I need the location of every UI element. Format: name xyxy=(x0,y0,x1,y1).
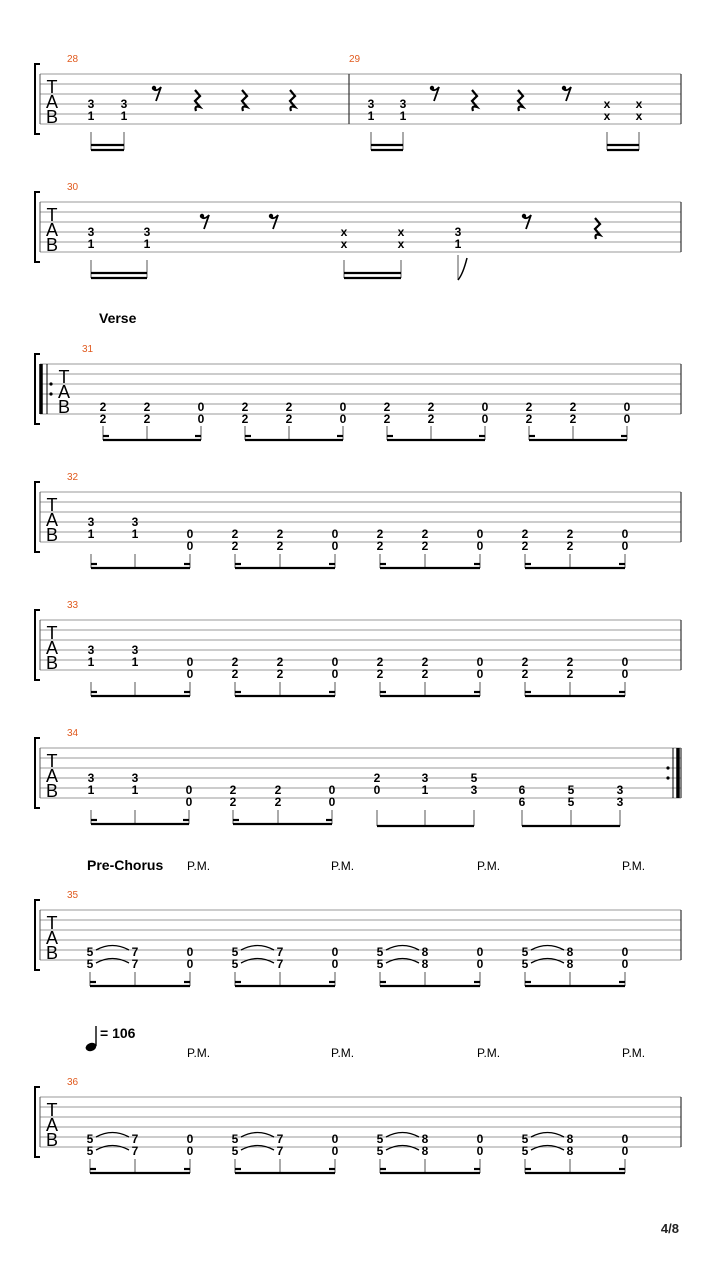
fret-number: 2 xyxy=(421,527,429,541)
fret-number: x xyxy=(340,237,348,251)
fret-number: x xyxy=(603,97,611,111)
fret-number: 2 xyxy=(99,412,107,426)
eighth-rest-icon xyxy=(269,214,273,218)
fret-number: 3 xyxy=(470,783,478,797)
fret-number: 2 xyxy=(229,795,237,809)
fret-number: 7 xyxy=(276,1144,284,1158)
fret-number: 0 xyxy=(328,795,336,809)
tab-clef-a: A xyxy=(45,510,59,530)
fret-number: 2 xyxy=(427,400,435,414)
fret-number: 1 xyxy=(87,655,95,669)
palm-mute-label: P.M. xyxy=(331,1046,355,1060)
tab-clef-t: T xyxy=(58,367,70,387)
fret-number: 0 xyxy=(339,412,347,426)
fret-number: 0 xyxy=(186,1144,194,1158)
fret-number: 2 xyxy=(99,400,107,414)
page-number: 4/8 xyxy=(660,1221,679,1236)
fret-number: 1 xyxy=(131,783,139,797)
fret-number: 6 xyxy=(518,783,526,797)
tab-clef-t: T xyxy=(46,495,58,515)
fret-number: 3 xyxy=(616,783,624,797)
tab-clef-a: A xyxy=(45,638,59,658)
fret-number: 1 xyxy=(87,783,95,797)
fret-number: 2 xyxy=(521,527,529,541)
fret-number: 0 xyxy=(481,412,489,426)
tie-arc xyxy=(241,1133,274,1138)
fret-number: 3 xyxy=(616,795,624,809)
fret-number: 2 xyxy=(274,795,282,809)
fret-number: 5 xyxy=(521,945,529,959)
fret-number: 5 xyxy=(86,1132,94,1146)
tab-clef-b: B xyxy=(45,1130,59,1150)
tab-clef-a: A xyxy=(57,382,71,402)
fret-number: 1 xyxy=(421,783,429,797)
note-flag xyxy=(458,258,467,280)
tab-clef-t: T xyxy=(46,913,58,933)
fret-number: 2 xyxy=(143,412,151,426)
palm-mute-label: P.M. xyxy=(331,859,355,873)
fret-number: 7 xyxy=(276,957,284,971)
tie-arc xyxy=(386,1133,419,1138)
fret-number: 3 xyxy=(87,515,95,529)
fret-number: 2 xyxy=(231,655,239,669)
fret-number: 0 xyxy=(186,539,194,553)
fret-number: 7 xyxy=(131,1144,139,1158)
fret-number: 5 xyxy=(567,795,575,809)
fret-number: 2 xyxy=(383,400,391,414)
fret-number: 5 xyxy=(521,1144,529,1158)
tie-arc xyxy=(531,1133,564,1138)
fret-number: 1 xyxy=(143,237,151,251)
fret-number: 3 xyxy=(87,225,95,239)
fret-number: 1 xyxy=(87,237,95,251)
tab-clef-t: T xyxy=(46,623,58,643)
tie-arc xyxy=(386,1146,419,1151)
fret-number: 2 xyxy=(276,655,284,669)
fret-number: 0 xyxy=(331,1132,339,1146)
fret-number: x xyxy=(397,237,405,251)
fret-number: 2 xyxy=(421,655,429,669)
palm-mute-label: P.M. xyxy=(187,859,211,873)
fret-number: 5 xyxy=(521,957,529,971)
eighth-rest-icon xyxy=(430,86,434,90)
fret-number: 6 xyxy=(518,795,526,809)
fret-number: 2 xyxy=(421,667,429,681)
measure-number: 35 xyxy=(67,890,79,901)
tie-arc xyxy=(241,946,274,951)
fret-number: 8 xyxy=(421,945,429,959)
tab-clef-b: B xyxy=(45,525,59,545)
fret-number: x xyxy=(635,97,643,111)
quarter-rest-icon xyxy=(595,218,600,239)
tab-clef-b: B xyxy=(45,653,59,673)
fret-number: x xyxy=(635,109,643,123)
measure-number: 32 xyxy=(67,472,79,483)
fret-number: 0 xyxy=(331,667,339,681)
fret-number: 2 xyxy=(276,539,284,553)
fret-number: 0 xyxy=(373,783,381,797)
fret-number: 3 xyxy=(143,225,151,239)
fret-number: 0 xyxy=(621,527,629,541)
section-label-pre-chorus: Pre-Chorus xyxy=(87,857,164,873)
fret-number: 0 xyxy=(623,412,631,426)
measure-number: 29 xyxy=(349,54,361,65)
fret-number: 1 xyxy=(87,109,95,123)
fret-number: 2 xyxy=(566,667,574,681)
palm-mute-label: P.M. xyxy=(187,1046,211,1060)
fret-number: 2 xyxy=(521,655,529,669)
fret-number: 5 xyxy=(376,1144,384,1158)
fret-number: 2 xyxy=(525,400,533,414)
quarter-rest-icon xyxy=(242,90,247,111)
fret-number: 3 xyxy=(454,225,462,239)
fret-number: 8 xyxy=(421,1144,429,1158)
fret-number: 8 xyxy=(566,957,574,971)
fret-number: 2 xyxy=(566,655,574,669)
fret-number: 3 xyxy=(87,97,95,111)
fret-number: 0 xyxy=(621,945,629,959)
fret-number: 0 xyxy=(621,1144,629,1158)
tie-arc xyxy=(96,959,129,964)
repeat-dot xyxy=(49,382,52,385)
tie-arc xyxy=(96,1133,129,1138)
system-bracket xyxy=(35,1087,40,1157)
fret-number: 0 xyxy=(476,1144,484,1158)
tab-clef-a: A xyxy=(45,220,59,240)
fret-number: x xyxy=(397,225,405,239)
fret-number: 7 xyxy=(131,945,139,959)
tab-clef-t: T xyxy=(46,205,58,225)
fret-number: 3 xyxy=(87,643,95,657)
fret-number: 0 xyxy=(331,527,339,541)
fret-number: 2 xyxy=(376,539,384,553)
fret-number: 0 xyxy=(476,1132,484,1146)
fret-number: 2 xyxy=(231,527,239,541)
section-label-verse: Verse xyxy=(99,310,137,326)
tab-clef-t: T xyxy=(46,751,58,771)
fret-number: 0 xyxy=(623,400,631,414)
fret-number: 0 xyxy=(186,527,194,541)
fret-number: 0 xyxy=(186,945,194,959)
fret-number: 2 xyxy=(276,527,284,541)
fret-number: 2 xyxy=(285,400,293,414)
fret-number: 2 xyxy=(373,771,381,785)
fret-number: 0 xyxy=(185,783,193,797)
tie-arc xyxy=(241,1146,274,1151)
tie-arc xyxy=(386,959,419,964)
fret-number: 2 xyxy=(376,527,384,541)
tie-arc xyxy=(386,946,419,951)
fret-number: 0 xyxy=(481,400,489,414)
fret-number: 3 xyxy=(131,515,139,529)
fret-number: 3 xyxy=(87,771,95,785)
tab-clef-b: B xyxy=(45,107,59,127)
fret-number: 0 xyxy=(621,957,629,971)
fret-number: 2 xyxy=(525,412,533,426)
fret-number: 7 xyxy=(131,1132,139,1146)
fret-number: 0 xyxy=(331,539,339,553)
measure-number: 30 xyxy=(67,182,79,193)
fret-number: 3 xyxy=(399,97,407,111)
tab-clef-a: A xyxy=(45,928,59,948)
measure-number: 31 xyxy=(82,344,94,355)
fret-number: 1 xyxy=(399,109,407,123)
fret-number: 8 xyxy=(421,957,429,971)
tab-clef-t: T xyxy=(46,77,58,97)
quarter-rest-icon xyxy=(195,90,200,111)
fret-number: 2 xyxy=(285,412,293,426)
fret-number: 2 xyxy=(521,539,529,553)
quarter-rest-icon xyxy=(290,90,295,111)
system-bracket xyxy=(35,610,40,680)
fret-number: 5 xyxy=(86,945,94,959)
fret-number: 0 xyxy=(186,957,194,971)
fret-number: 0 xyxy=(476,957,484,971)
tab-clef-t: T xyxy=(46,1100,58,1120)
eighth-rest-icon xyxy=(200,214,204,218)
tie-arc xyxy=(96,946,129,951)
fret-number: 3 xyxy=(367,97,375,111)
fret-number: 2 xyxy=(569,400,577,414)
fret-number: 5 xyxy=(376,957,384,971)
tab-clef-b: B xyxy=(45,781,59,801)
palm-mute-label: P.M. xyxy=(477,1046,501,1060)
fret-number: 0 xyxy=(328,783,336,797)
quarter-rest-icon xyxy=(518,90,523,111)
repeat-dot xyxy=(666,766,669,769)
fret-number: 2 xyxy=(569,412,577,426)
fret-number: 2 xyxy=(383,412,391,426)
fret-number: 1 xyxy=(131,655,139,669)
fret-number: 0 xyxy=(197,400,205,414)
fret-number: 1 xyxy=(367,109,375,123)
fret-number: 0 xyxy=(621,667,629,681)
palm-mute-label: P.M. xyxy=(622,859,646,873)
fret-number: 5 xyxy=(521,1132,529,1146)
fret-number: 5 xyxy=(231,1132,239,1146)
fret-number: 3 xyxy=(131,771,139,785)
fret-number: 1 xyxy=(454,237,462,251)
fret-number: 8 xyxy=(566,945,574,959)
tie-arc xyxy=(531,1146,564,1151)
measure-number: 36 xyxy=(67,1077,79,1088)
fret-number: 2 xyxy=(566,527,574,541)
fret-number: 1 xyxy=(87,527,95,541)
eighth-rest-icon xyxy=(522,214,526,218)
fret-number: x xyxy=(603,109,611,123)
fret-number: 5 xyxy=(231,957,239,971)
fret-number: 0 xyxy=(186,1132,194,1146)
fret-number: 2 xyxy=(566,539,574,553)
repeat-dot xyxy=(666,776,669,779)
measure-number: 28 xyxy=(67,54,79,65)
fret-number: 2 xyxy=(427,412,435,426)
tab-clef-a: A xyxy=(45,92,59,112)
fret-number: 2 xyxy=(276,667,284,681)
tab-clef-b: B xyxy=(45,943,59,963)
tempo-marking: = 106 xyxy=(100,1025,136,1041)
system-bracket xyxy=(35,482,40,552)
fret-number: 2 xyxy=(231,539,239,553)
fret-number: 0 xyxy=(186,667,194,681)
fret-number: 2 xyxy=(241,412,249,426)
fret-number: 3 xyxy=(421,771,429,785)
fret-number: 0 xyxy=(186,655,194,669)
fret-number: 0 xyxy=(185,795,193,809)
system-bracket xyxy=(35,64,40,134)
fret-number: 0 xyxy=(331,945,339,959)
fret-number: 8 xyxy=(566,1132,574,1146)
system-bracket xyxy=(35,738,40,808)
fret-number: 0 xyxy=(331,1144,339,1158)
fret-number: 5 xyxy=(231,1144,239,1158)
tie-arc xyxy=(531,946,564,951)
repeat-dot xyxy=(49,392,52,395)
fret-number: 3 xyxy=(131,643,139,657)
tab-clef-a: A xyxy=(45,766,59,786)
palm-mute-label: P.M. xyxy=(477,859,501,873)
fret-number: 0 xyxy=(339,400,347,414)
fret-number: 0 xyxy=(476,527,484,541)
fret-number: 0 xyxy=(621,655,629,669)
measure-number: 33 xyxy=(67,600,79,611)
fret-number: x xyxy=(340,225,348,239)
fret-number: 0 xyxy=(476,655,484,669)
fret-number: 2 xyxy=(376,655,384,669)
fret-number: 5 xyxy=(470,771,478,785)
fret-number: 0 xyxy=(331,655,339,669)
palm-mute-label: P.M. xyxy=(622,1046,646,1060)
fret-number: 2 xyxy=(231,667,239,681)
fret-number: 2 xyxy=(274,783,282,797)
fret-number: 2 xyxy=(421,539,429,553)
fret-number: 5 xyxy=(86,957,94,971)
fret-number: 5 xyxy=(376,945,384,959)
tie-arc xyxy=(531,959,564,964)
eighth-rest-icon xyxy=(562,86,566,90)
fret-number: 5 xyxy=(86,1144,94,1158)
fret-number: 2 xyxy=(241,400,249,414)
fret-number: 0 xyxy=(621,1132,629,1146)
fret-number: 5 xyxy=(376,1132,384,1146)
tie-arc xyxy=(241,959,274,964)
tab-clef-a: A xyxy=(45,1115,59,1135)
fret-number: 7 xyxy=(276,945,284,959)
fret-number: 0 xyxy=(476,539,484,553)
tie-arc xyxy=(96,1146,129,1151)
eighth-rest-icon xyxy=(152,86,156,90)
fret-number: 1 xyxy=(131,527,139,541)
quarter-rest-icon xyxy=(472,90,477,111)
fret-number: 7 xyxy=(276,1132,284,1146)
fret-number: 7 xyxy=(131,957,139,971)
fret-number: 5 xyxy=(231,945,239,959)
fret-number: 0 xyxy=(197,412,205,426)
fret-number: 5 xyxy=(567,783,575,797)
fret-number: 2 xyxy=(376,667,384,681)
fret-number: 3 xyxy=(120,97,128,111)
fret-number: 0 xyxy=(331,957,339,971)
fret-number: 2 xyxy=(143,400,151,414)
system-bracket xyxy=(35,900,40,970)
fret-number: 8 xyxy=(421,1132,429,1146)
tab-clef-b: B xyxy=(45,235,59,255)
fret-number: 0 xyxy=(476,945,484,959)
system-bracket xyxy=(35,192,40,262)
fret-number: 8 xyxy=(566,1144,574,1158)
fret-number: 0 xyxy=(476,667,484,681)
fret-number: 1 xyxy=(120,109,128,123)
fret-number: 2 xyxy=(521,667,529,681)
fret-number: 0 xyxy=(621,539,629,553)
fret-number: 2 xyxy=(229,783,237,797)
tab-clef-b: B xyxy=(57,397,71,417)
measure-number: 34 xyxy=(67,728,79,739)
